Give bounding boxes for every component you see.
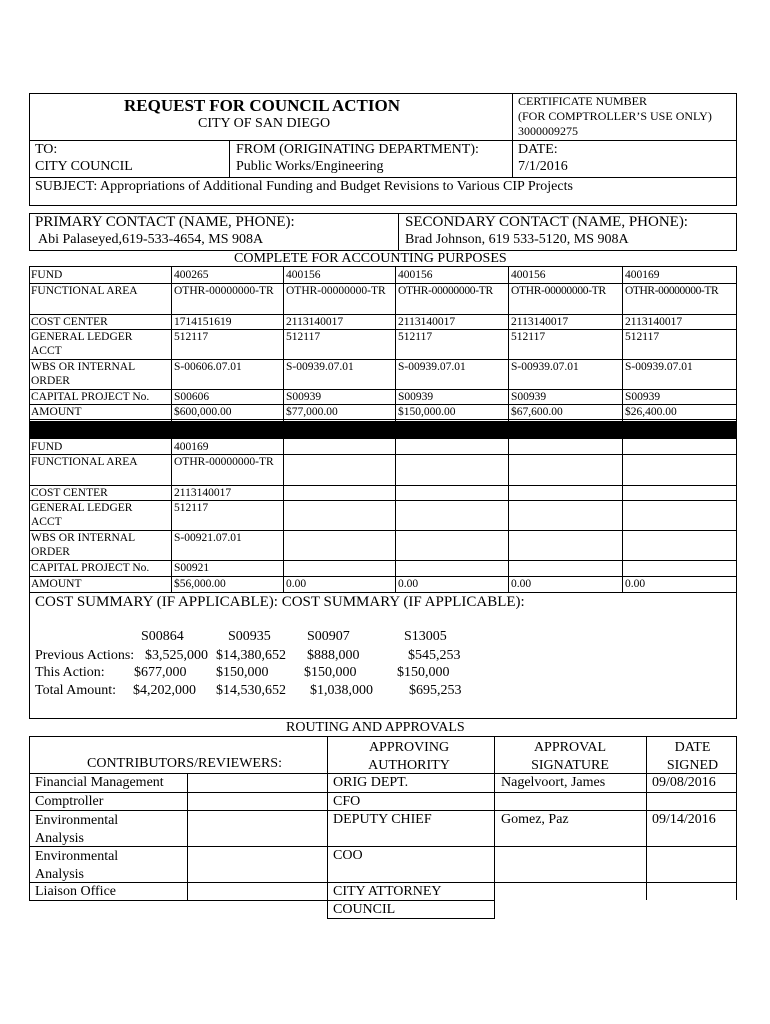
b1c4-general-ledger: 512117 xyxy=(511,331,546,343)
b1c3-cost-center: 2113140017 xyxy=(398,316,456,328)
to-value: CITY COUNCIL xyxy=(35,159,133,174)
b1c1-capital-project: S00606 xyxy=(174,391,210,403)
cs-previous-2: $14,380,652 xyxy=(216,648,286,663)
b2c1-cost-center: 2113140017 xyxy=(174,487,232,499)
b1c1-fund: 400265 xyxy=(174,269,209,281)
contributor-5: Liaison Office xyxy=(35,884,116,899)
date-signed-3: 09/14/2016 xyxy=(652,812,716,827)
label-fund: FUND xyxy=(31,269,63,281)
b1c4-fund: 400156 xyxy=(511,269,546,281)
to-label: TO: xyxy=(35,142,58,157)
authority-4: COO xyxy=(333,848,363,863)
cs-this-label: This Action: xyxy=(35,665,105,680)
approval-signature-label: APPROVAL SIGNATURE xyxy=(531,740,609,773)
subject-line: SUBJECT: Appropriations of Additional Funding and Budget Revisions to Various CIP Projects xyxy=(35,179,573,194)
cs-project-2: S00935 xyxy=(228,629,271,644)
cs-total-label: Total Amount: xyxy=(35,683,117,698)
b1c2-wbs: S-00939.07.01 xyxy=(286,361,354,373)
b1c1-general-ledger: 512117 xyxy=(174,331,209,343)
label-cost-center: COST CENTER xyxy=(31,316,108,328)
form-title: REQUEST FOR COUNCIL ACTION xyxy=(124,96,400,115)
b1c5-cost-center: 2113140017 xyxy=(625,316,683,328)
date-signed-label: DATE SIGNED xyxy=(666,740,719,773)
b1c4-amount: $67,600.00 xyxy=(511,406,563,418)
contributor-2: Comptroller xyxy=(35,794,104,809)
b1c5-wbs: S-00939.07.01 xyxy=(625,361,693,373)
b1c2-cost-center: 2113140017 xyxy=(286,316,344,328)
b1c2-amount: $77,000.00 xyxy=(286,406,338,418)
signature-1: Nagelvoort, James xyxy=(501,775,606,790)
contributor-4: Environmental Analysis xyxy=(35,849,119,882)
date-signed-1: 09/08/2016 xyxy=(652,775,716,790)
b1c5-amount: $26,400.00 xyxy=(625,406,677,418)
accounting-heading: COMPLETE FOR ACCOUNTING PURPOSES xyxy=(234,251,507,266)
certificate-label: CERTIFICATE NUMBER xyxy=(518,94,647,108)
cs-total-4: $695,253 xyxy=(409,683,462,698)
b1c3-fund: 400156 xyxy=(398,269,433,281)
b2c3-amount: 0.00 xyxy=(398,578,419,590)
b1c1-cost-center: 1714151619 xyxy=(174,316,232,328)
cs-this-1: $677,000 xyxy=(134,665,187,680)
from-label: FROM (ORIGINATING DEPARTMENT): xyxy=(236,142,479,157)
authority-1: ORIG DEPT. xyxy=(333,775,409,790)
contributors-label: CONTRIBUTORS/REVIEWERS: xyxy=(87,756,282,771)
label-capital-project: CAPITAL PROJECT No. xyxy=(31,391,150,403)
cs-project-4: S13005 xyxy=(404,629,447,644)
b1c4-wbs: S-00939.07.01 xyxy=(511,361,579,373)
label-cost-center-2: COST CENTER xyxy=(31,487,108,499)
b1c5-general-ledger: 512117 xyxy=(625,331,660,343)
b2c1-functional-area: OTHR-00000000-TR xyxy=(174,456,274,468)
b1c4-functional-area: OTHR-00000000-TR xyxy=(511,285,606,297)
primary-contact-label: PRIMARY CONTACT (NAME, PHONE): xyxy=(35,214,295,230)
signature-3: Gomez, Paz xyxy=(501,812,569,827)
cs-project-1: S00864 xyxy=(141,629,184,644)
label-functional-area: FUNCTIONAL AREA xyxy=(31,285,138,297)
authority-6: COUNCIL xyxy=(333,902,396,917)
approving-authority-label: APPROVING AUTHORITY xyxy=(368,740,450,773)
label-wbs-2: WBS OR INTERNAL ORDER xyxy=(31,532,135,558)
contributor-1: Financial Management xyxy=(35,775,164,790)
from-value: Public Works/Engineering xyxy=(236,159,384,174)
cs-total-1: $4,202,000 xyxy=(133,683,196,698)
b1c2-general-ledger: 512117 xyxy=(286,331,321,343)
b1c3-capital-project: S00939 xyxy=(398,391,434,403)
label-amount-2: AMOUNT xyxy=(31,578,82,590)
label-wbs: WBS OR INTERNAL ORDER xyxy=(31,361,135,387)
cs-project-3: S00907 xyxy=(307,629,350,644)
routing-heading: ROUTING AND APPROVALS xyxy=(286,720,465,735)
date-label: DATE: xyxy=(518,142,558,157)
b1c4-cost-center: 2113140017 xyxy=(511,316,569,328)
label-functional-area-2: FUNCTIONAL AREA xyxy=(31,456,138,468)
cs-previous-1: $3,525,000 xyxy=(145,648,208,663)
certificate-number: 3000009275 xyxy=(518,124,578,138)
cs-this-4: $150,000 xyxy=(397,665,450,680)
b1c3-wbs: S-00939.07.01 xyxy=(398,361,466,373)
b1c1-functional-area: OTHR-00000000-TR xyxy=(174,285,274,297)
b2c1-general-ledger: 512117 xyxy=(174,502,209,514)
separator-bar xyxy=(29,421,737,438)
b2c4-amount: 0.00 xyxy=(511,578,532,590)
b2c1-amount: $56,000.00 xyxy=(174,578,226,590)
cs-this-2: $150,000 xyxy=(216,665,269,680)
cs-previous-label: Previous Actions: xyxy=(35,648,135,663)
b1c2-fund: 400156 xyxy=(286,269,321,281)
authority-3: DEPUTY CHIEF xyxy=(333,812,432,827)
b1c2-functional-area: OTHR-00000000-TR xyxy=(286,285,386,297)
cs-previous-3: $888,000 xyxy=(307,648,360,663)
b1c2-capital-project: S00939 xyxy=(286,391,322,403)
label-capital-project-2: CAPITAL PROJECT No. xyxy=(31,562,150,574)
secondary-contact-value: Brad Johnson, 619 533-5120, MS 908A xyxy=(405,232,629,247)
cs-total-2: $14,530,652 xyxy=(216,683,286,698)
label-general-ledger-2: GENERAL LEDGER ACCT xyxy=(31,502,133,528)
b1c1-amount: $600,000.00 xyxy=(174,406,232,418)
b1c5-functional-area: OTHR-00000000-TR xyxy=(625,285,719,297)
b1c5-fund: 400169 xyxy=(625,269,660,281)
city-name: CITY OF SAN DIEGO xyxy=(198,116,331,131)
b1c3-amount: $150,000.00 xyxy=(398,406,456,418)
cost-summary-heading: COST SUMMARY (IF APPLICABLE): COST SUMMARY (IF APPLICABLE): xyxy=(35,594,525,610)
certificate-note: (FOR COMPTROLLER’S USE ONLY) xyxy=(518,109,712,123)
b1c3-functional-area: OTHR-00000000-TR xyxy=(398,285,493,297)
cs-total-3: $1,038,000 xyxy=(310,683,373,698)
b1c5-capital-project: S00939 xyxy=(625,391,661,403)
label-amount: AMOUNT xyxy=(31,406,82,418)
authority-2: CFO xyxy=(333,794,361,809)
b1c4-capital-project: S00939 xyxy=(511,391,547,403)
label-fund-2: FUND xyxy=(31,441,63,453)
label-general-ledger: GENERAL LEDGER ACCT xyxy=(31,331,133,357)
b1c1-wbs: S-00606.07.01 xyxy=(174,361,242,373)
b2c2-amount: 0.00 xyxy=(286,578,307,590)
cs-this-3: $150,000 xyxy=(304,665,357,680)
secondary-contact-label: SECONDARY CONTACT (NAME, PHONE): xyxy=(405,214,688,230)
contributor-3: Environmental Analysis xyxy=(35,813,119,846)
b2c1-capital-project: S00921 xyxy=(174,562,210,574)
authority-5: CITY ATTORNEY xyxy=(333,884,442,899)
b2c1-fund: 400169 xyxy=(174,441,209,453)
primary-contact-value: Abi Palaseyed,619-533-4654, MS 908A xyxy=(38,232,264,247)
cs-previous-4: $545,253 xyxy=(408,648,461,663)
b2c1-wbs: S-00921.07.01 xyxy=(174,532,242,544)
b1c3-general-ledger: 512117 xyxy=(398,331,433,343)
date-value: 7/1/2016 xyxy=(518,159,568,174)
b2c5-amount: 0.00 xyxy=(625,578,646,590)
